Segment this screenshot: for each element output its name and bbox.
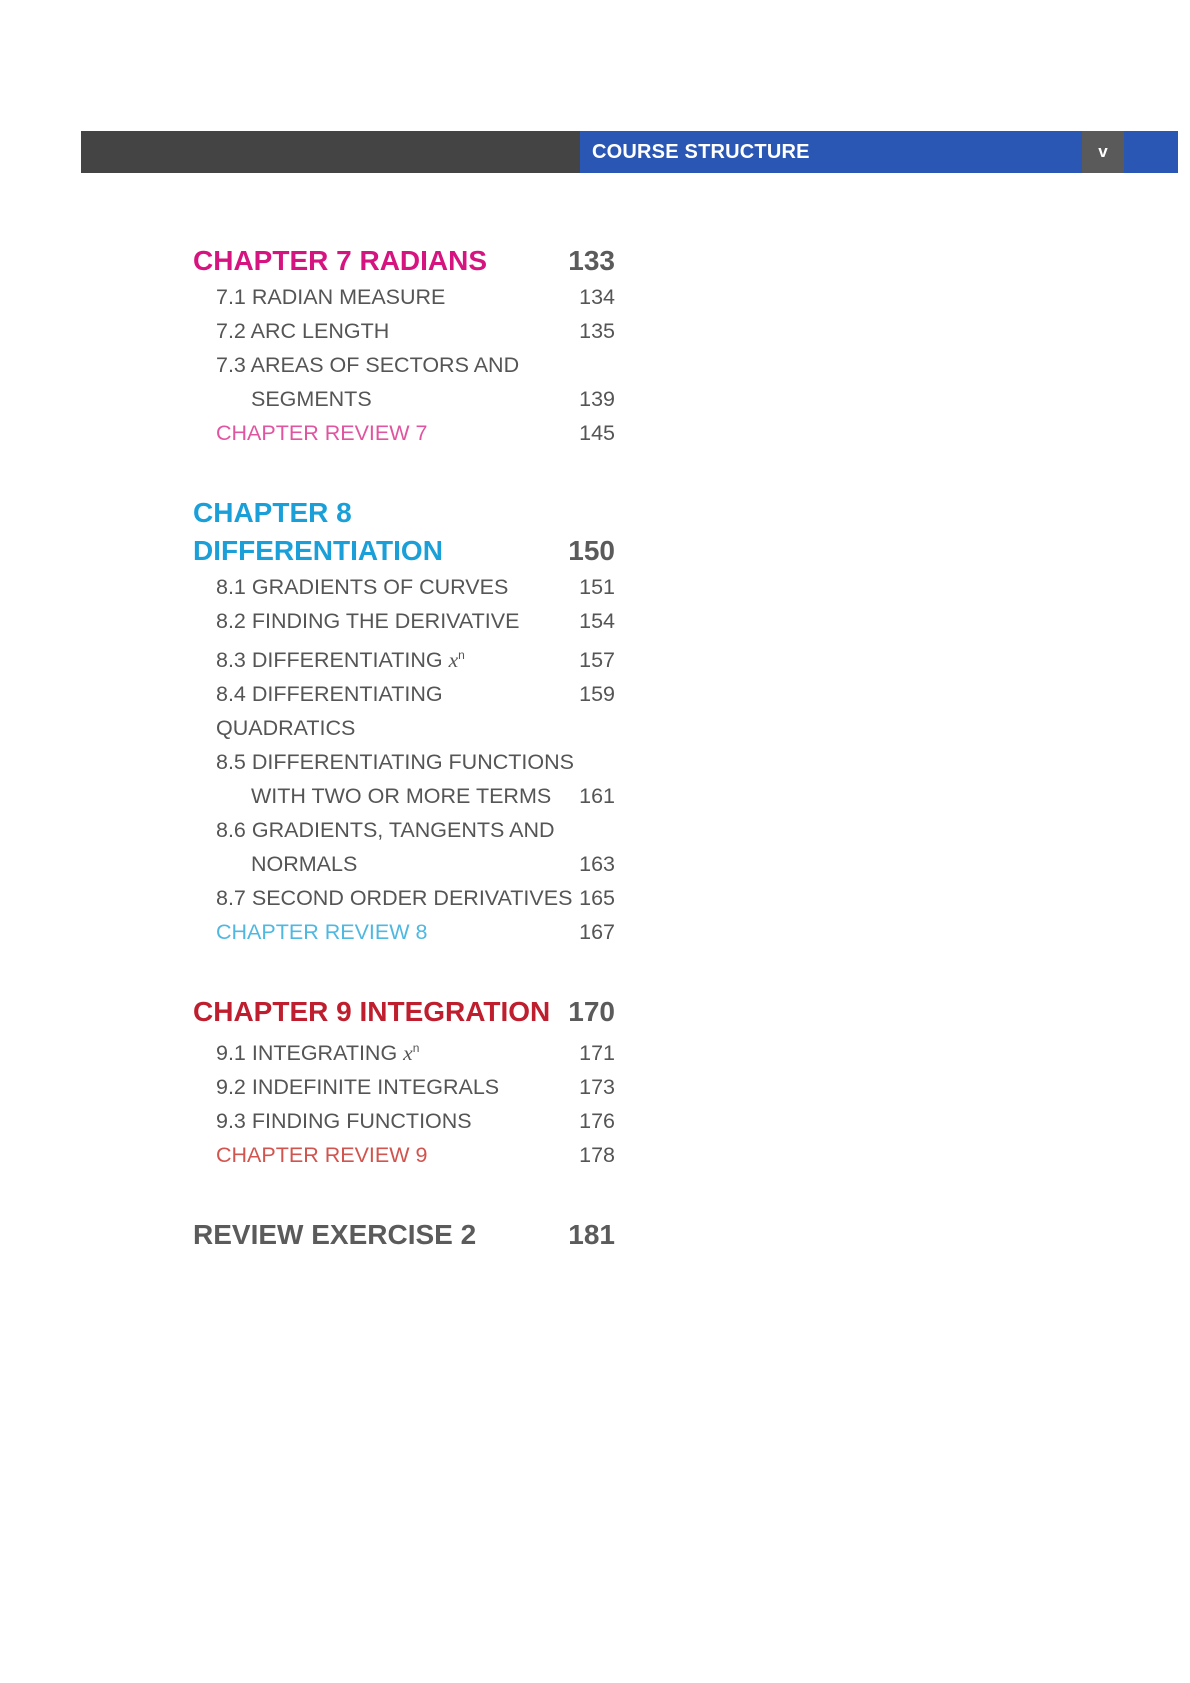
- math-variable: x: [448, 648, 459, 673]
- toc-entry-continuation[interactable]: [193, 779, 615, 813]
- toc-entry[interactable]: [193, 348, 615, 382]
- review-exercise-page: 181: [568, 1219, 615, 1251]
- section-label: 8.2 FINDING THE DERIVATIVE: [216, 609, 520, 633]
- section-page-number: 176: [579, 1109, 615, 1134]
- section-label: 8.6 GRADIENTS, TANGENTS AND: [216, 818, 555, 843]
- section-label: 8.4 DIFFERENTIATING QUADRATICS: [216, 682, 443, 741]
- toc-entry[interactable]: [193, 314, 615, 348]
- section-page-number: 173: [579, 1075, 615, 1100]
- toc-entry[interactable]: [193, 813, 615, 847]
- toc-entry[interactable]: [193, 1070, 615, 1104]
- toc-entry[interactable]: [193, 745, 615, 779]
- chapter-7-heading[interactable]: [193, 242, 615, 280]
- toc-entry[interactable]: [193, 570, 615, 604]
- section-page-number: 171: [579, 1041, 615, 1066]
- chapter-page-number: 150: [568, 535, 615, 566]
- toc-entry-continuation[interactable]: [193, 847, 615, 881]
- chapter-9-heading[interactable]: [193, 993, 615, 1031]
- section-label-with-math: [193, 1031, 419, 1070]
- toc-entry[interactable]: [193, 1031, 615, 1070]
- toc-entry[interactable]: [193, 677, 615, 745]
- running-header-title: COURSE STRUCTURE: [592, 141, 810, 163]
- section-page-number: 159: [579, 682, 615, 707]
- section-page-number: 151: [579, 575, 615, 599]
- section-page-number: 157: [579, 648, 615, 673]
- toc-entry[interactable]: [193, 638, 615, 677]
- chapter-title: CHAPTER 8: [193, 497, 352, 528]
- section-label: 8.3 DIFFERENTIATING: [216, 648, 443, 673]
- page-number: v: [1082, 131, 1124, 173]
- chapter-title: CHAPTER 7 RADIANS: [193, 245, 488, 276]
- math-exponent: n: [458, 648, 465, 662]
- section-label-continuation: SEGMENTS: [251, 387, 372, 411]
- toc-entry[interactable]: [193, 881, 615, 915]
- math-x-power-n: [449, 648, 465, 672]
- chapter-review-page: 167: [579, 920, 615, 945]
- chapter-review-entry[interactable]: [193, 915, 615, 949]
- section-label: 8.7 SECOND ORDER DERIVATIVES: [216, 886, 573, 911]
- section-label: 7.3 AREAS OF SECTORS AND: [216, 353, 520, 377]
- section-page-number: 165: [579, 886, 615, 911]
- section-label: 9.2 INDEFINITE INTEGRALS: [216, 1075, 500, 1100]
- section-label: 9.3 FINDING FUNCTIONS: [216, 1109, 472, 1134]
- chapter-page-number: 170: [568, 996, 615, 1028]
- section-page-number: 154: [579, 609, 615, 633]
- review-exercise-entry[interactable]: [193, 1216, 615, 1254]
- section-label: 7.2 ARC LENGTH: [216, 319, 390, 343]
- toc-entry[interactable]: [193, 1104, 615, 1138]
- chapter-8-heading-line2[interactable]: [193, 532, 615, 570]
- math-variable: x: [403, 1041, 413, 1066]
- chapter-review-page: 178: [579, 1143, 615, 1168]
- section-page-number: 163: [579, 852, 615, 877]
- chapter-review-label: CHAPTER REVIEW 9: [216, 1143, 428, 1168]
- chapter-review-entry[interactable]: [193, 416, 615, 450]
- section-label-with-math: [193, 638, 465, 677]
- chapter-review-entry[interactable]: [193, 1138, 615, 1172]
- chapter-page-number: 133: [568, 245, 615, 276]
- section-page-number: 135: [579, 319, 615, 343]
- section-label: 7.1 RADIAN MEASURE: [216, 285, 446, 309]
- math-x-power-n: [403, 1041, 419, 1065]
- table-of-contents: [193, 242, 615, 1254]
- chapter-title: CHAPTER 9 INTEGRATION: [193, 996, 551, 1028]
- section-label: 8.5 DIFFERENTIATING FUNCTIONS: [216, 750, 574, 775]
- chapter-title-continuation: DIFFERENTIATION: [193, 535, 443, 566]
- section-label-continuation: WITH TWO OR MORE TERMS: [251, 784, 552, 809]
- math-exponent: n: [412, 1041, 420, 1056]
- review-exercise-title: REVIEW EXERCISE 2: [193, 1219, 477, 1251]
- section-label-continuation: NORMALS: [251, 852, 358, 877]
- section-page-number: 139: [579, 387, 615, 411]
- chapter-review-page: 145: [579, 421, 615, 445]
- toc-entry[interactable]: [193, 280, 615, 314]
- section-page-number: 161: [579, 784, 615, 809]
- chapter-review-label: CHAPTER REVIEW 7: [216, 421, 428, 445]
- section-label: 8.1 GRADIENTS OF CURVES: [216, 575, 509, 599]
- toc-entry-continuation[interactable]: [193, 382, 615, 416]
- chapter-review-label: CHAPTER REVIEW 8: [216, 920, 428, 945]
- toc-entry[interactable]: [193, 604, 615, 638]
- section-label: 9.1 INTEGRATING: [216, 1041, 398, 1066]
- section-page-number: 134: [579, 285, 615, 309]
- chapter-8-heading-line1[interactable]: [193, 494, 615, 532]
